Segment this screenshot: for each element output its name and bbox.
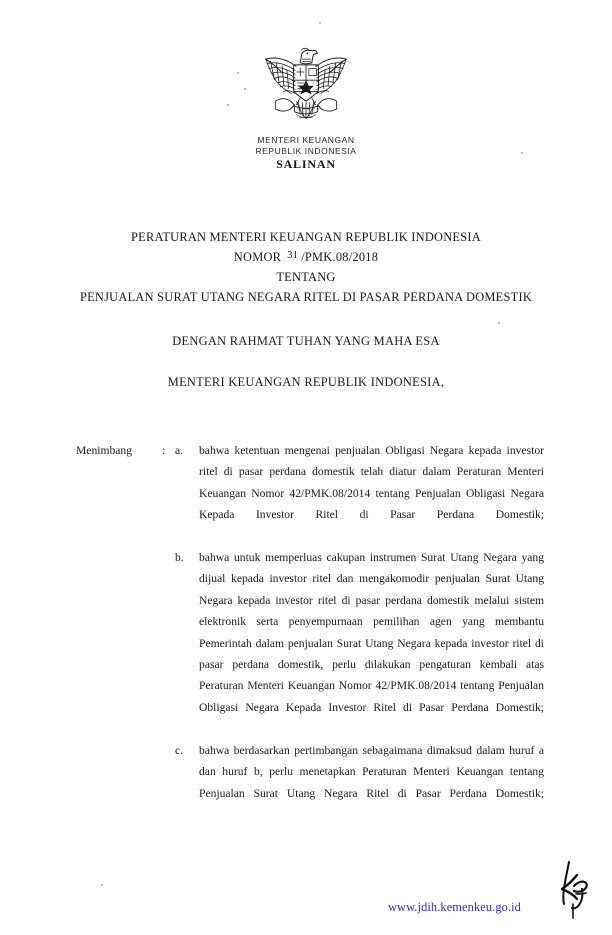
ministry-line-1: MENTERI KEUANGAN — [257, 135, 355, 145]
scan-speckle — [101, 884, 103, 886]
list-item — [175, 440, 544, 547]
regulation-title: PERATURAN MENTERI KEUANGAN REPUBLIK INDONESIA — [131, 230, 481, 244]
scan-speckle — [498, 322, 500, 324]
list-item-marker: c. — [175, 743, 184, 757]
considering-colon: : — [162, 444, 166, 457]
considering-items — [175, 440, 544, 825]
jdih-footer-url[interactable]: www.jdih.kemenkeu.go.id — [388, 900, 521, 914]
tentang-label: TENTANG — [276, 270, 336, 284]
scan-speckle — [244, 88, 246, 90]
blessing-line: DENGAN RAHMAT TUHAN YANG MAHA ESA — [172, 334, 440, 348]
copy-mark: SALINAN — [276, 157, 336, 171]
handwritten-initial-paraph — [552, 858, 594, 920]
regulation-number-line — [0, 248, 612, 269]
considering-label: Menimbang — [76, 444, 133, 457]
list-item-text: bahwa ketentuan mengenai penjualan Obligasi Negara kepada investor ritel di pasar perdana domestik telah diatur dalam Peraturan Menteri Keuangan Nomor 42/PMK.08/2014 tentang Penjualan Obligasi Negara Kepada Investor Ritel di Pasar Perdana Domestik; — [199, 444, 544, 522]
regulation-subject: PENJUALAN SURAT UTANG NEGARA RITEL DI PASAR PERDANA DOMESTIK — [79, 289, 533, 304]
list-item-marker: b. — [175, 551, 184, 565]
list-item — [175, 547, 544, 740]
list-item-text: bahwa untuk memperluas cakupan instrumen Surat Utang Negara yang dijual kepada investor ritel dan mengakomodir penjualan Surat Utang Negara kepada investor ritel di pasar perdana domestik melalui sistem elektronik serta penyempurnaan pemilihan agen yang membantu Pemerintah dalam penjualan Surat Utang Negara kepada investor ritel di pasar perdana domestik, perlu dilakukan pengaturan kembali atas Peraturan Menteri Keuangan Nomor 42/PMK.08/2014 tentang Penjualan Obligasi Negara Kepada Investor Ritel di Pasar Perdana Domestik; — [199, 551, 544, 714]
scan-speckle — [237, 72, 239, 74]
nomor-suffix: /PMK.08/2018 — [301, 249, 379, 264]
scan-speckle — [319, 22, 321, 24]
considering-section — [76, 440, 544, 825]
list-item — [175, 740, 544, 826]
title-block — [0, 228, 612, 307]
list-item-marker: a. — [175, 444, 184, 457]
ministry-line-2: REPUBLIK INDONESIA — [255, 145, 357, 156]
nomor-number: 31 — [287, 249, 299, 261]
issuer-line: MENTERI KEUANGAN REPUBLIK INDONESIA, — [167, 375, 445, 389]
scan-speckle — [227, 104, 229, 106]
list-item-text: bahwa berdasarkan pertimbangan sebagaimana dimaksud dalam huruf a dan huruf b, perlu menetapkan Peraturan Menteri Keuangan tentang Penjualan Surat Utang Negara Ritel di Pasar Perdana Domestik; — [199, 743, 544, 800]
scan-speckle — [521, 152, 523, 154]
garuda-pancasila-emblem — [258, 38, 354, 130]
nomor-label: NOMOR — [233, 249, 282, 264]
